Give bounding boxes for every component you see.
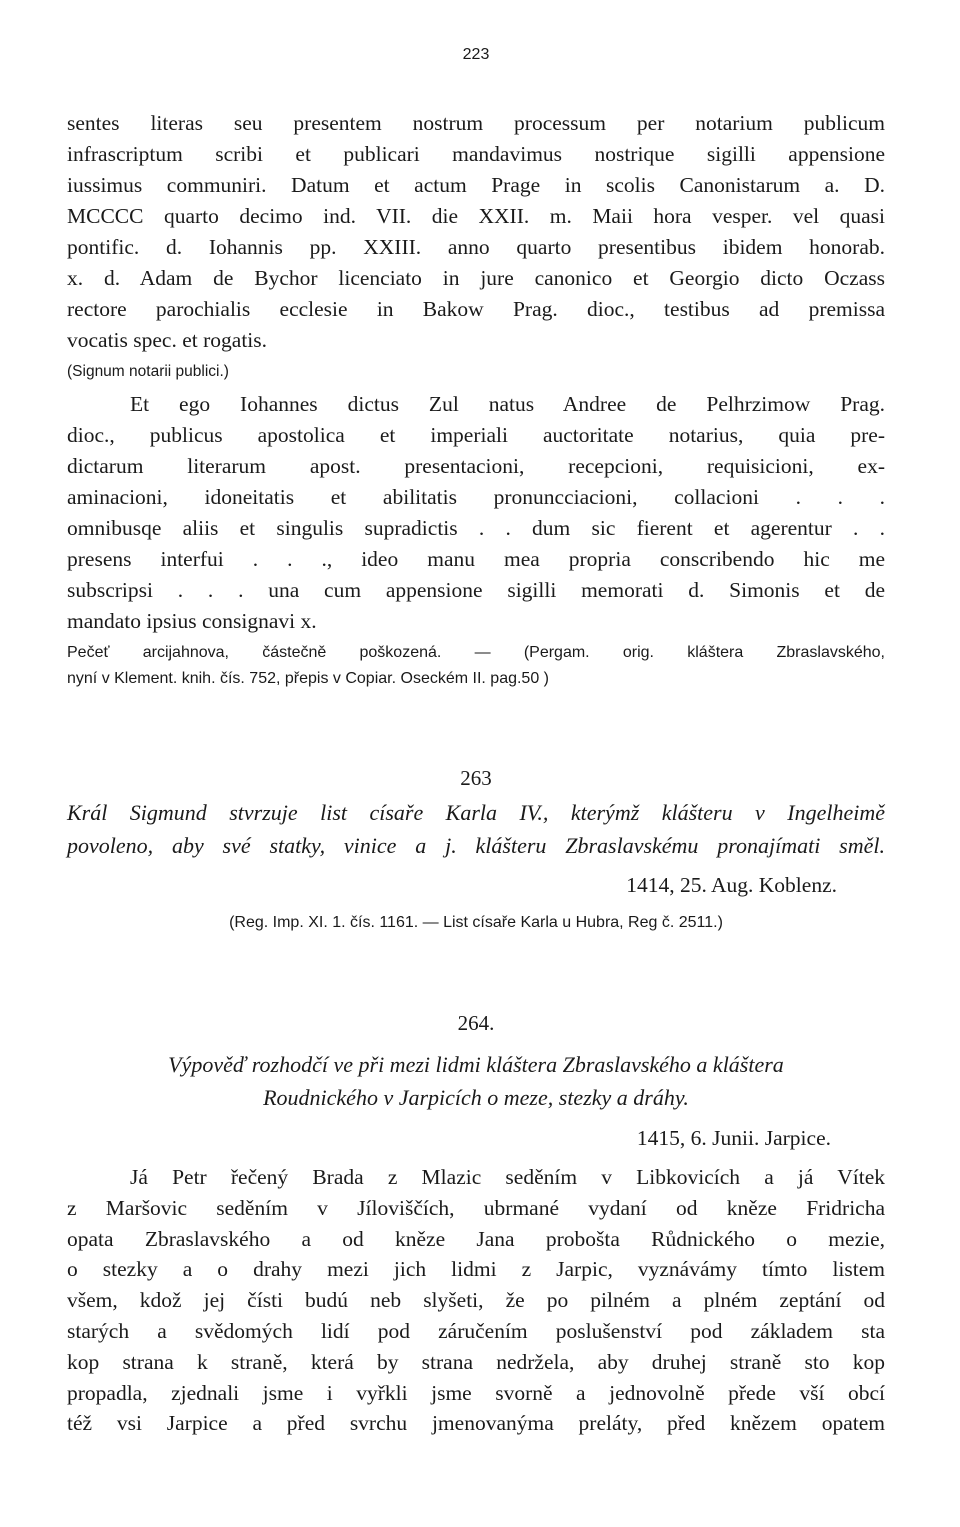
title-line: Výpověď rozhodčí ve při mezi lidmi kláštera Zbraslavského a kláštera [168,1052,784,1077]
text-line: dioc., publicus apostolica et imperiali auctoritate notarius, quia pre- [67,423,885,447]
title-line: Král Sigmund stvrzuje list císaře Karla IV., kterýmž klášteru v Ingelheimě [67,800,885,825]
text-line: opata Zbraslavského a od kněze Jana probošta Růdnického o mezie, [67,1226,885,1251]
document-title-264 [67,1048,885,1114]
paragraph-arbitration-text [67,1162,885,1439]
document-date-263: 1414, 25. Aug. Koblenz. [626,873,837,897]
title-line: Roudnického v Jarpicích o meze, stezky a dráhy. [263,1085,689,1110]
text-line: dictarum literarum apost. presentacioni, recepcioni, requisicioni, ex- [67,454,885,478]
document-date-264: 1415, 6. Junii. Jarpice. [636,1126,831,1150]
text-line: iussimus communiri. Datum et actum Prage in scolis Canonistarum a. D. [67,173,885,197]
text-line: starých a svědomých lidí pod záručením poslušenství pod základem sta [67,1318,885,1343]
text-line: Já Petr řečený Brada z Mlazic seděním v Libkovicích a já Vítek [130,1165,885,1189]
text-line: vocatis spec. et rogatis. [67,328,268,352]
text-line: subscripsi . . . una cum appensione sigilli memorati d. Simonis et de [67,578,885,602]
text-line: rectore parochialis ecclesie in Bakow Prag. dioc., testibus ad premissa [67,297,885,321]
text-line: aminacioni, idoneitatis et abilitatis pronuncciacioni, collacioni . . . [67,485,885,509]
signum-note: (Signum notarii publici.) [67,363,229,380]
text-line: pontific. d. Iohannis pp. XXIII. anno quarto presentibus ibidem honorab. [67,235,885,259]
text-line: omnibusqe aliis et singulis supradictis . . dum sic fierent et agerentur . . [67,516,885,540]
text-line: Et ego Iohannes dictus Zul natus Andree de Pelhrzimow Prag. [130,392,885,416]
text-line: x. d. Adam de Bychor licenciato in jure canonico et Georgio dicto Oczass [67,266,885,290]
page-number: 223 [462,46,490,63]
document-reference-263: (Reg. Imp. XI. 1. čís. 1161. — List císaře Karla u Hubra, Reg č. 2511.) [229,914,723,931]
document-number-264: 264. [457,1011,495,1035]
note-line: nyní v Klement. knih. čís. 752, přepis v Copiar. Oseckém II. pag.50 ) [67,670,549,687]
text-line: infrascriptum scribi et publicari mandavimus nostrique sigilli appensione [67,142,885,166]
text-line: MCCCC quarto decimo ind. VII. die XXII. m. Maii hora vesper. vel quasi [67,204,885,228]
document-number-263: 263 [460,766,492,790]
text-line: sentes literas seu presentem nostrum processum per notarium publicum [67,111,885,135]
text-line: všem, kdož jej čísti budú neb slyšeti, že po pilném a plném zeptání od [67,1288,885,1313]
text-line: kop strana k straně, která by strana nedržela, aby druhej straně sto kop [67,1349,885,1374]
paragraph-notarial-act [67,108,885,356]
text-line: mandato ipsius consignavi x. [67,609,317,633]
text-line: propadla, zjednali jsme i vyřkli jsme svorně a jednovolně přede vší obcí [67,1380,885,1405]
text-line: z Maršovic seděním v Jíloviščích, ubrmané vydaní od kněze Fridricha [67,1195,885,1220]
text-line: presens interfui . . ., ideo manu mea propria conscribendo hic me [67,547,885,571]
seal-source-note [67,640,885,692]
paragraph-notary-subscription [67,389,885,637]
text-line: též vsi Jarpice a před svrchu jmenovanýma preláty, před knězem opatem [67,1411,885,1436]
text-line: o stezky a o drahy mezi jich lidmi z Jarpic, vyznávámy tímto listem [67,1257,885,1282]
document-title-263 [67,796,885,862]
note-line: Pečeť arcijahnova, částečně poškozená. — (Pergam. orig. kláštera Zbraslavského, [67,644,885,661]
title-line: povoleno, aby své statky, vinice a j. klášteru Zbraslavskému pronajímati směl. [67,833,885,858]
